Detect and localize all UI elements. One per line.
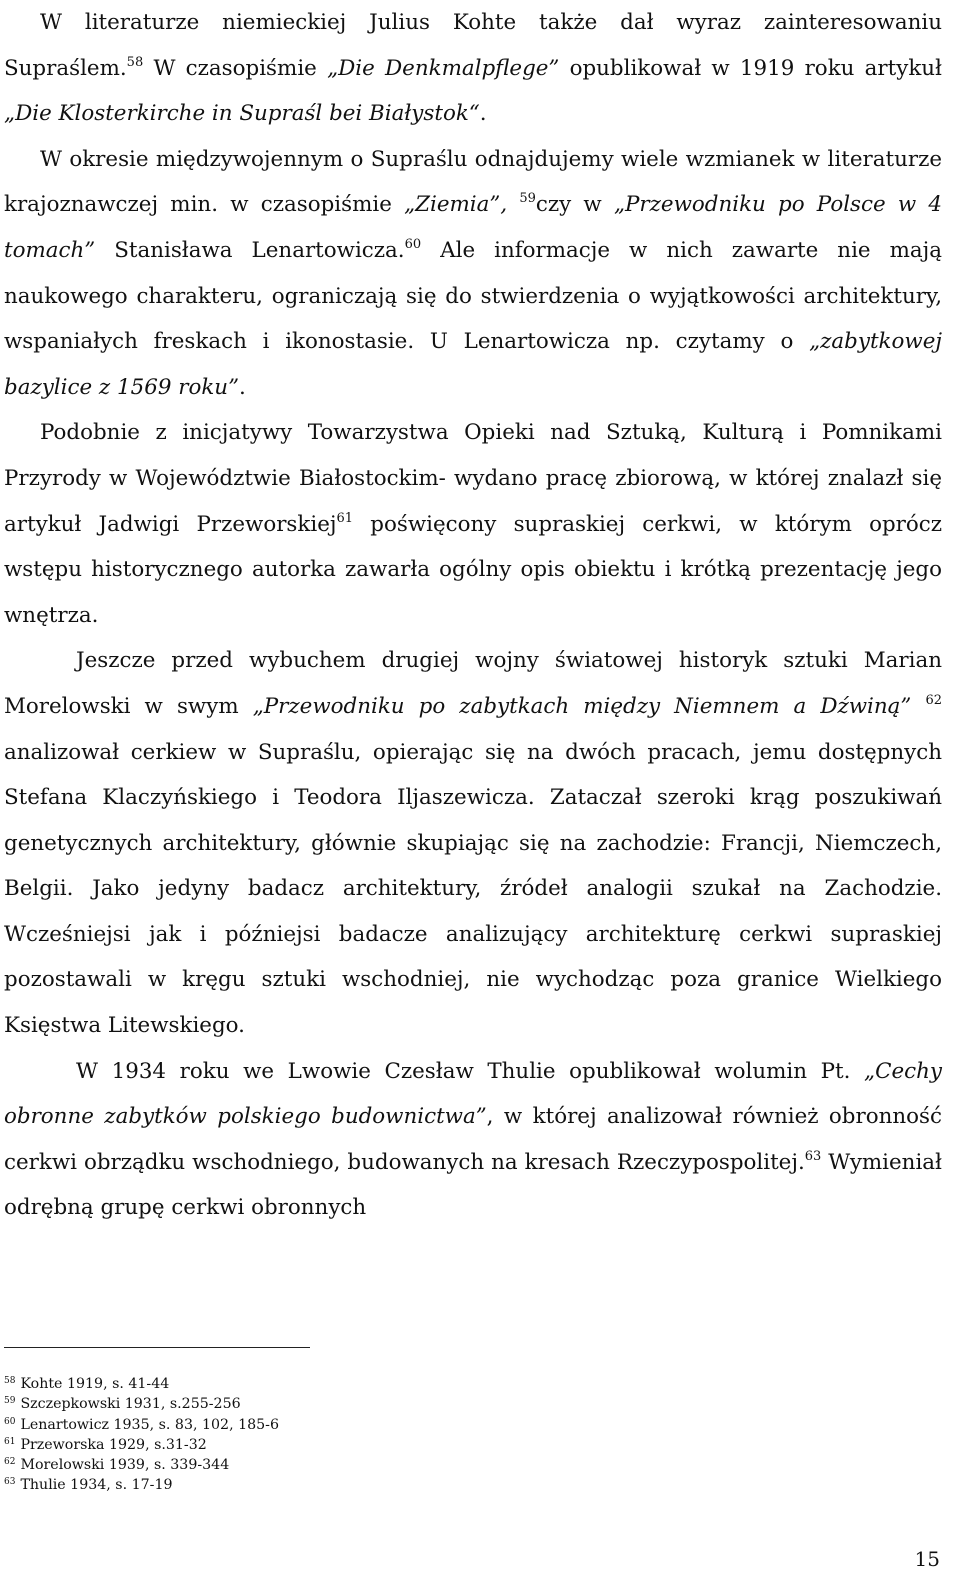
text-run: . bbox=[239, 374, 246, 400]
text-run: W czasopiśmie bbox=[143, 55, 328, 81]
text-run: opublikował w 1919 roku artykuł bbox=[559, 55, 942, 81]
footnote-59 bbox=[4, 1394, 604, 1414]
footnote-62 bbox=[4, 1455, 604, 1475]
footnote-text: Szczepkowski 1931, s.255-256 bbox=[20, 1396, 241, 1413]
text-run: W okresie międzywojennym o Supraślu odnajdujemy wiele wzmianek w literaturze krajoznawczej min. w czasopiśmie bbox=[4, 146, 942, 218]
text-run: Stanisława Lenartowicza. bbox=[95, 237, 405, 263]
footnote-number: 62 bbox=[4, 1457, 16, 1468]
footnote-number: 60 bbox=[4, 1416, 16, 1427]
text-run: poświęcony supraskiej cerkwi, w którym oprócz wstępu historycznego autorka zawarła ogólny opis obiektu i krótką prezentację jego wnętrza. bbox=[4, 511, 942, 628]
footnote-number: 63 bbox=[4, 1477, 16, 1488]
italic-title: „Ziemia”, bbox=[404, 192, 508, 218]
footnote-number: 58 bbox=[4, 1376, 16, 1386]
footnote-text: Przeworska 1929, s.31-32 bbox=[20, 1436, 207, 1453]
footnote-ref-58: 58 bbox=[126, 54, 144, 70]
footnote-60 bbox=[4, 1415, 604, 1435]
italic-title: „Die Denkmalpflege” bbox=[327, 55, 560, 81]
text-run: Wymieniał odrębną grupę cerkwi obronnych bbox=[4, 1149, 942, 1221]
footnote-text: Kohte 1919, s. 41-44 bbox=[20, 1376, 170, 1392]
italic-title: „Przewodniku po zabytkach między Niemnem a Dźwiną” bbox=[252, 693, 912, 719]
text-run: W 1934 roku we Lwowie Czesław Thulie opublikował wolumin Pt. bbox=[76, 1058, 865, 1084]
text-run: . bbox=[479, 101, 487, 127]
paragraph-5 bbox=[4, 1049, 942, 1231]
text-run: , w której analizował również obronność cerkwi obrządku wschodniego, budowanych na kresach Rzeczypospolitej. bbox=[4, 1104, 942, 1175]
footnote-ref-61: 61 bbox=[336, 510, 354, 526]
footnote-divider bbox=[4, 1347, 310, 1348]
footnote-58 bbox=[4, 1374, 604, 1394]
text-run: czy w bbox=[535, 192, 614, 218]
paragraph-3 bbox=[4, 410, 942, 638]
italic-title: „Die Klosterkirche in Supraśl bei Białystok“ bbox=[4, 101, 480, 127]
page-number: 15 bbox=[914, 1547, 940, 1571]
footnote-text: Lenartowicz 1935, s. 83, 102, 185-6 bbox=[20, 1416, 280, 1433]
footnote-ref-59: 59 bbox=[519, 191, 536, 207]
footnote-63 bbox=[4, 1475, 604, 1495]
paragraph-4 bbox=[4, 638, 942, 1048]
footnote-number: 61 bbox=[4, 1436, 16, 1447]
footnote-text: Morelowski 1939, s. 339-344 bbox=[20, 1457, 230, 1474]
body-text bbox=[4, 0, 942, 1231]
footnotes bbox=[4, 1374, 604, 1496]
text-run: Ale informacje w nich zawarte nie mają naukowego charakteru, ograniczają się do stwierdzenia o wyjątkowości architektury, wspaniałych freskach i ikonostasie. U Lenartowicza np. czytamy o bbox=[4, 237, 943, 355]
footnote-61 bbox=[4, 1435, 604, 1455]
text-run: analizował cerkiew w Supraślu, opierając się na dwóch pracach, jemu dostępnych Stefana Klaczyńskiego i Teodora Iljaszewicza. Zataczał szeroki krąg poszukiwań genetycznych architektury, głównie skupiając się na zachodzie: Francji, Niemczech, Belgii. Jako jedyny badacz architektury, źródeł analogii szukał na Zachodzie. Wcześniejsi jak i późniejsi badacze analizujący architekturę cerkwi supraskiej pozostawali w kręgu sztuki wschodniej, nie wychodząc poza granice Wielkiego Księstwa Litewskiego. bbox=[4, 739, 942, 1039]
text-run bbox=[507, 192, 519, 217]
footnote-ref-62: 62 bbox=[925, 692, 942, 708]
footnote-number: 59 bbox=[4, 1396, 16, 1407]
footnote-text: Thulie 1934, s. 17-19 bbox=[20, 1477, 173, 1494]
italic-title: „Przewodniku po Polsce w 4 tomach” bbox=[4, 192, 942, 263]
paragraph-2 bbox=[4, 137, 942, 411]
text-run: Jeszcze przed wybuchem drugiej wojny światowej historyk sztuki Marian Morelowski w swym bbox=[4, 648, 942, 719]
paragraph-1 bbox=[4, 0, 942, 137]
text-run bbox=[911, 694, 925, 719]
text-run: Podobnie z inicjatywy Towarzystwa Opieki nad Sztuką, Kulturą i Pomnikami Przyrody w Województwie Białostockim- wydano pracę zbiorową, w której znalazł się artykuł Jadwigi Przeworskiej bbox=[4, 420, 942, 537]
footnote-ref-60: 60 bbox=[404, 236, 422, 252]
text-run: W literaturze niemieckiej Julius Kohte także dał wyraz zainteresowaniu Supraślem. bbox=[4, 10, 942, 81]
footnote-ref-63: 63 bbox=[804, 1148, 822, 1164]
italic-quote: „zabytkowej bazylice z 1569 roku” bbox=[4, 329, 942, 400]
italic-title: „Cechy obronne zabytków polskiego budownictwa” bbox=[4, 1058, 942, 1130]
